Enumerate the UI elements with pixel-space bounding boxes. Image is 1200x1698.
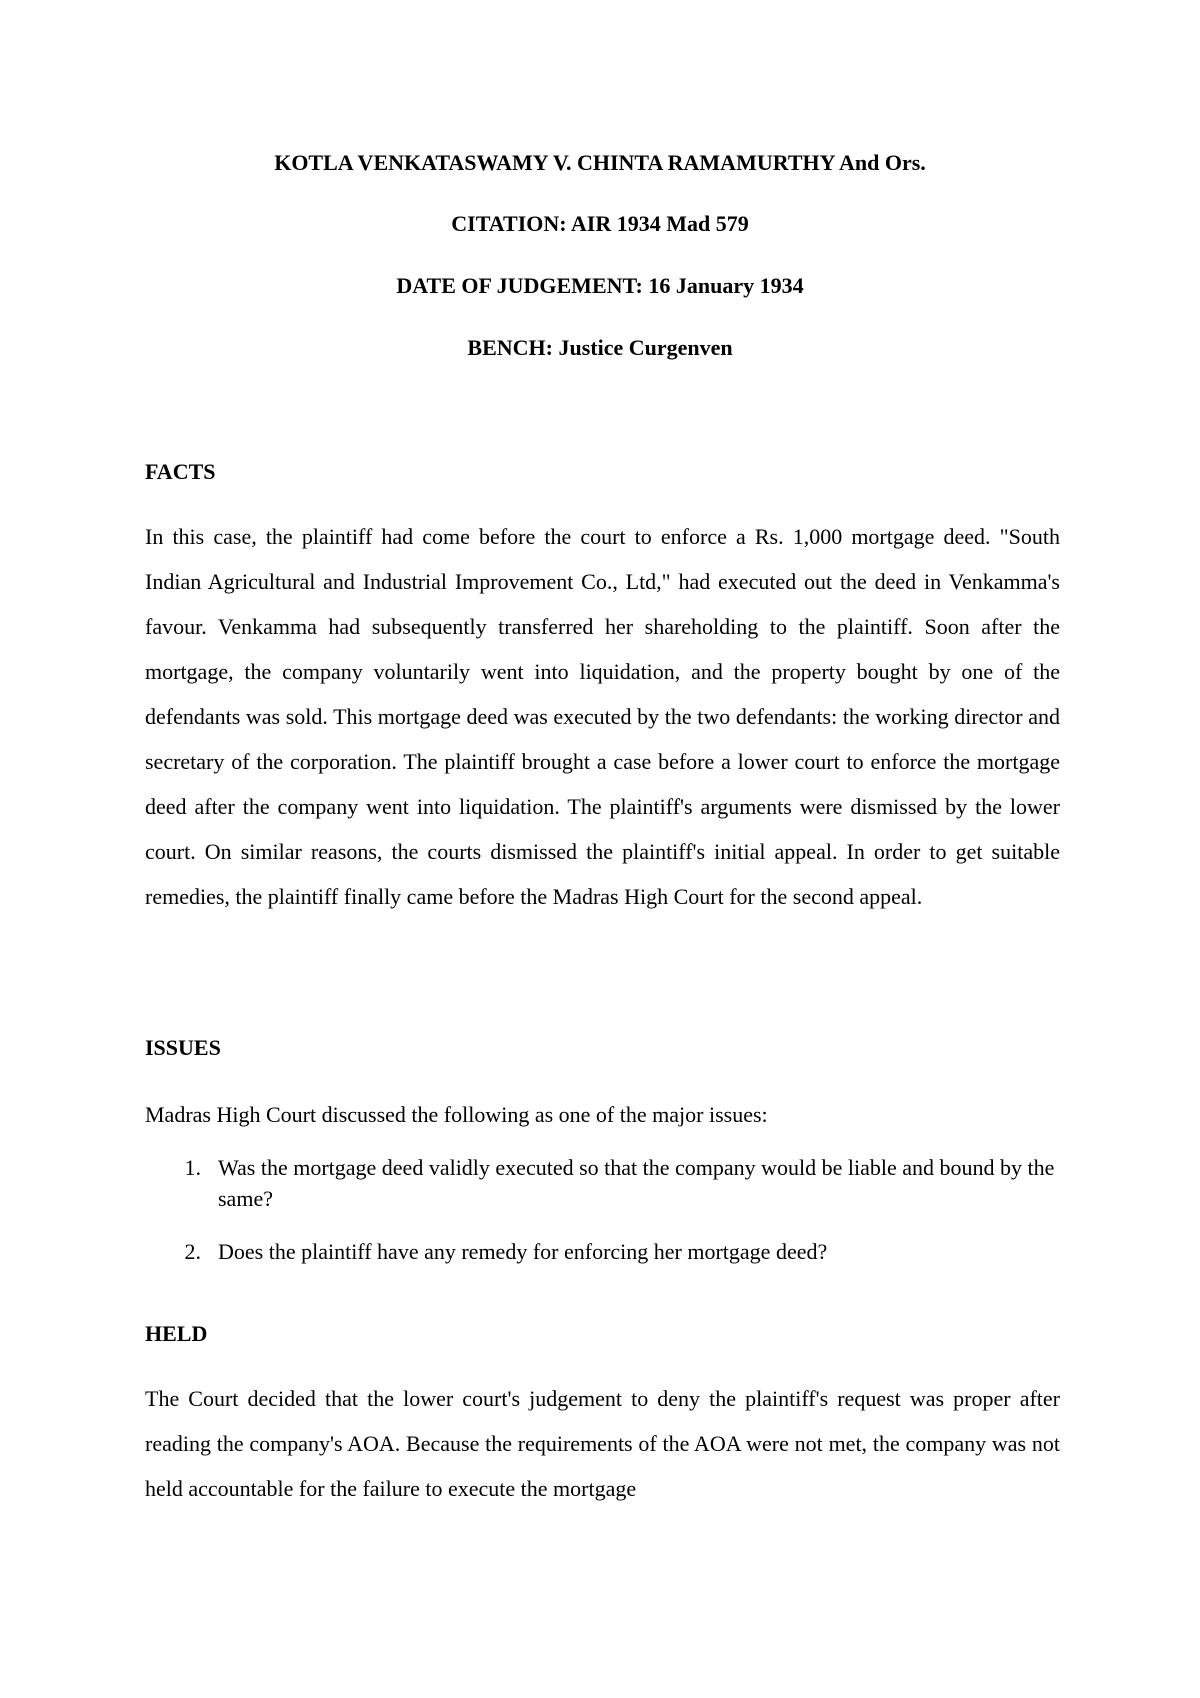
case-title: KOTLA VENKATASWAMY V. CHINTA RAMAMURTHY And Ors. <box>274 150 926 175</box>
issue-item <box>145 1236 1060 1267</box>
held-heading: HELD <box>145 1321 208 1346</box>
issue-number: 2. <box>184 1239 201 1264</box>
judgement-date: DATE OF JUDGEMENT: 16 January 1934 <box>396 273 804 298</box>
held-paragraph: The Court decided that the lower court's judgement to deny the plaintiff's request was proper after reading the company's AOA. Because the requirements of the AOA were not met, the company was not held accountable for the failure to execute the mortgage <box>145 1386 1060 1501</box>
facts-heading: FACTS <box>145 459 216 484</box>
issues-list <box>145 1152 1060 1289</box>
citation: CITATION: AIR 1934 Mad 579 <box>451 211 749 236</box>
issue-text: Was the mortgage deed validly executed so that the company would be liable and bound by the same? <box>218 1155 1055 1211</box>
issues-intro: Madras High Court discussed the following as one of the major issues: <box>145 1102 768 1127</box>
bench: BENCH: Justice Curgenven <box>467 335 733 360</box>
issue-text: Does the plaintiff have any remedy for enforcing her mortgage deed? <box>218 1239 828 1264</box>
issue-item <box>145 1152 1060 1214</box>
facts-paragraph: In this case, the plaintiff had come before the court to enforce a Rs. 1,000 mortgage deed. "South Indian Agricultural and Industrial Improvement Co., Ltd," had executed out the deed in Venkamma's favour. Venkamma had subsequently transferred her shareholding to the plaintiff. Soon after the mortgage, the company voluntarily went into liquidation, and the property bought by one of the defendants was sold. This mortgage deed was executed by the two defendants: the working director and secretary of the corporation. The plaintiff brought a case before a lower court to enforce the mortgage deed after the company went into liquidation. The plaintiff's arguments were dismissed by the lower court. On similar reasons, the courts dismissed the plaintiff's initial appeal. In order to get suitable remedies, the plaintiff finally came before the Madras High Court for the second appeal. <box>145 524 1060 909</box>
issues-heading: ISSUES <box>145 1035 221 1060</box>
issue-number: 1. <box>184 1155 201 1180</box>
